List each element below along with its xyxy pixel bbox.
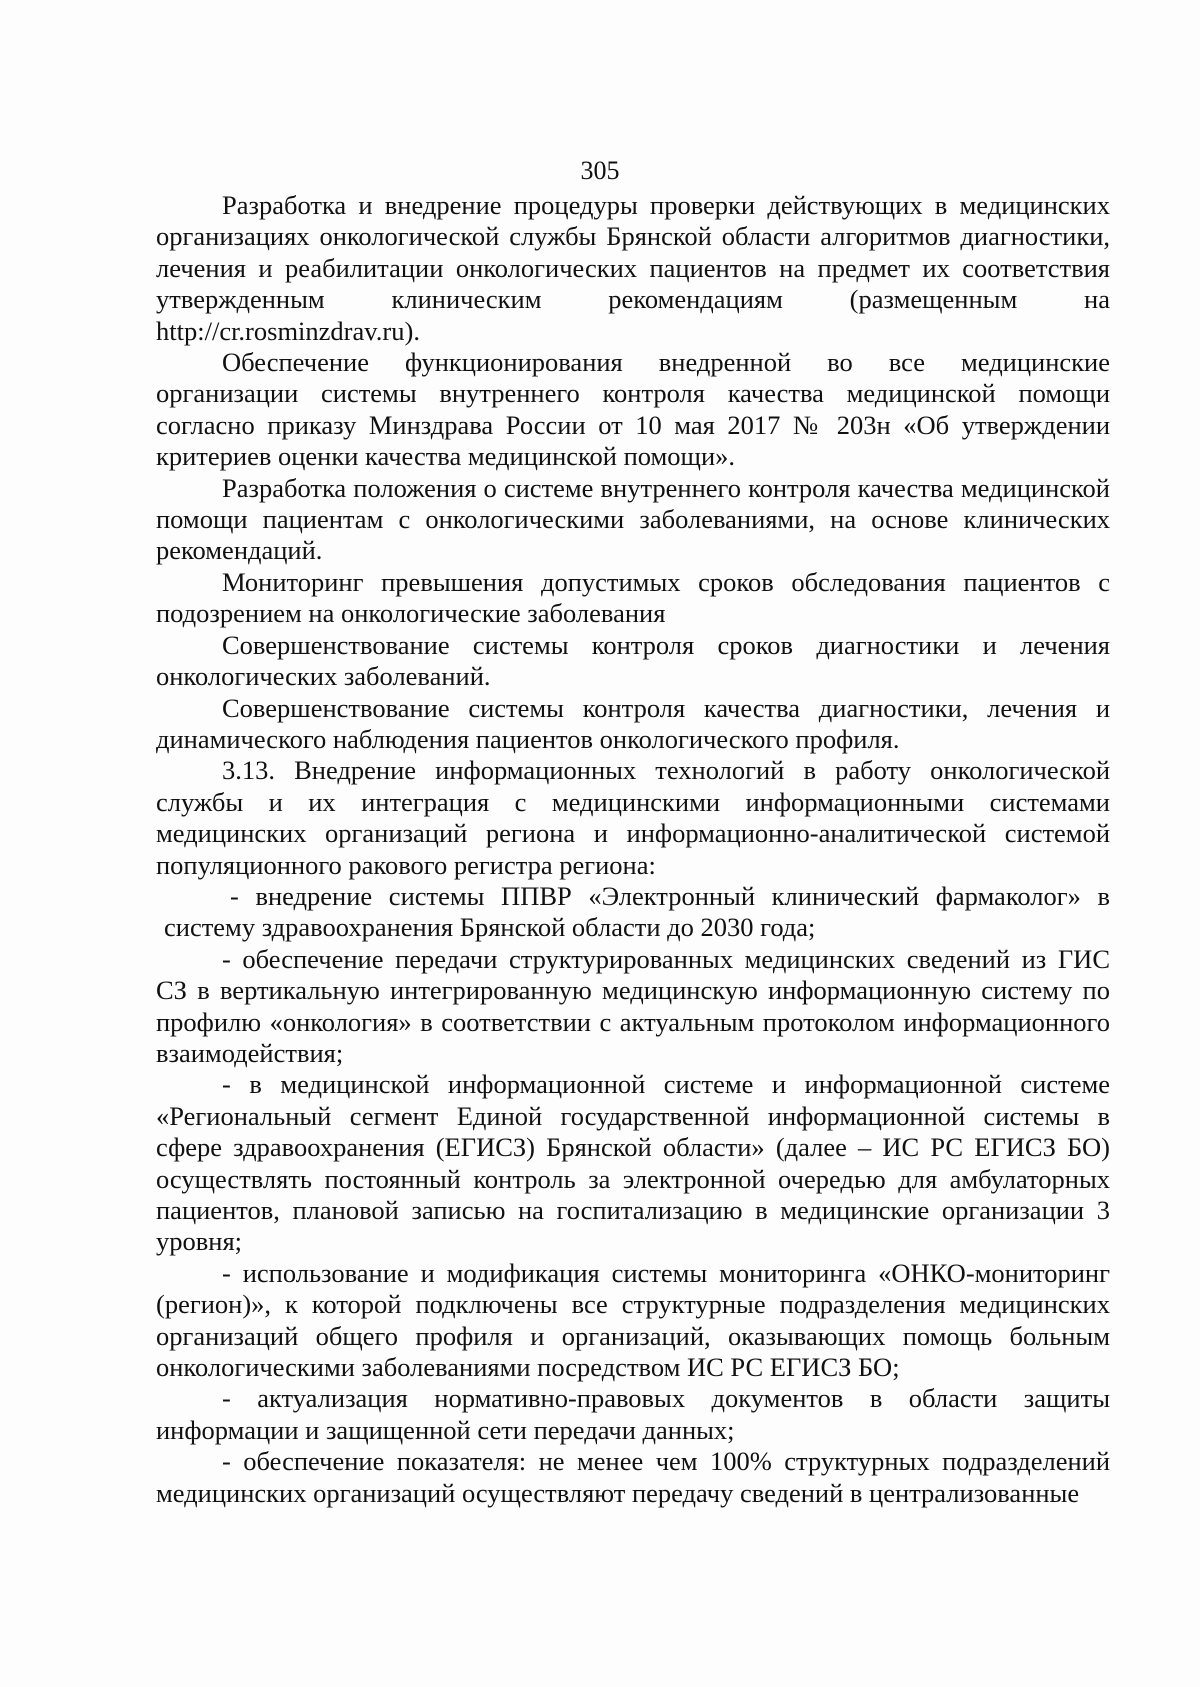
list-item-electronic-queue: - в медицинской информационной системе и информационной системе «Региональный сегмент Единой государственной информационной системы в сфере здравоохранения (ЕГИСЗ) Брянской области» (далее – ИС РС ЕГИСЗ БО) осуществлять постоянный контроль за электронной очередью для амбулаторных пациентов, плановой записью на госпитализацию в медицинские организации 3 уровня; — [156, 1069, 1110, 1257]
list-item-onco-monitoring: - использование и модификация системы мониторинга «ОНКО-мониторинг (регион)», к которой подключены все структурные подразделения медицинских организаций общего профиля и организаций, оказывающих помощь больным онкологическими заболеваниями посредством ИС РС ЕГИСЗ БО; — [156, 1257, 1110, 1383]
page-number: 305 — [580, 156, 620, 185]
list-item-data-transfer: - обеспечение передачи структурированных медицинских сведений из ГИС СЗ в вертикальную интегрированную медицинскую информационную систему по профилю «онкология» в соответствии с актуальным протоколом информационного взаимодействия; — [156, 943, 1110, 1068]
paragraph-quality-control-system: Обеспечение функционирования внедренной во все медицинские организации системы внутреннего контроля качества медицинской помощи согласно приказу Минздрава России от 10 мая 2017 № 203н «Об утверждении критериев оценки качества медицинской помощи». — [156, 347, 1110, 472]
paragraph-diagnostics-control: Совершенствование системы контроля сроков диагностики и лечения онкологических заболеваний. — [156, 629, 1110, 692]
document-body — [156, 190, 1110, 1509]
paragraph-monitoring-deadlines: Мониторинг превышения допустимых сроков обследования пациентов с подозрением на онкологические заболевания — [156, 566, 1110, 629]
paragraph-quality-diagnostics: Совершенствование системы контроля качества диагностики, лечения и динамического наблюдения пациентов онкологического профиля. — [156, 692, 1110, 754]
list-item-clinical-pharmacologist: - внедрение системы ППВР «Электронный клинический фармаколог» в систему здравоохранения Брянской области до 2030 года; — [164, 880, 1110, 943]
list-item-indicator: - обеспечение показателя: не менее чем 100% структурных подразделений медицинских организаций осуществляют передачу сведений в централизованные — [156, 1446, 1110, 1508]
paragraph-procedure-verification: Разработка и внедрение процедуры проверки действующих в медицинских организациях онкологической службы Брянской области алгоритмов диагностики, лечения и реабилитации онкологических пациентов на предмет их соответствия утвержденным клиническим рекомендациям (размещенным на http://cr.rosminzdrav.ru). — [156, 190, 1110, 346]
paragraph-regulation-development: Разработка положения о системе внутреннего контроля качества медицинской помощи пациентам с онкологическими заболеваниями, на основе клинических рекомендаций. — [156, 472, 1110, 566]
section-3-13-heading: 3.13. Внедрение информационных технологий в работу онкологической службы и их интеграция с медицинскими информационными системами медицинских организаций региона и информационно-аналитической системой популяционного ракового регистра региона: — [156, 755, 1110, 880]
list-item-regulatory-documents: - актуализация нормативно-правовых документов в области защиты информации и защищенной сети передачи данных; — [156, 1383, 1110, 1445]
